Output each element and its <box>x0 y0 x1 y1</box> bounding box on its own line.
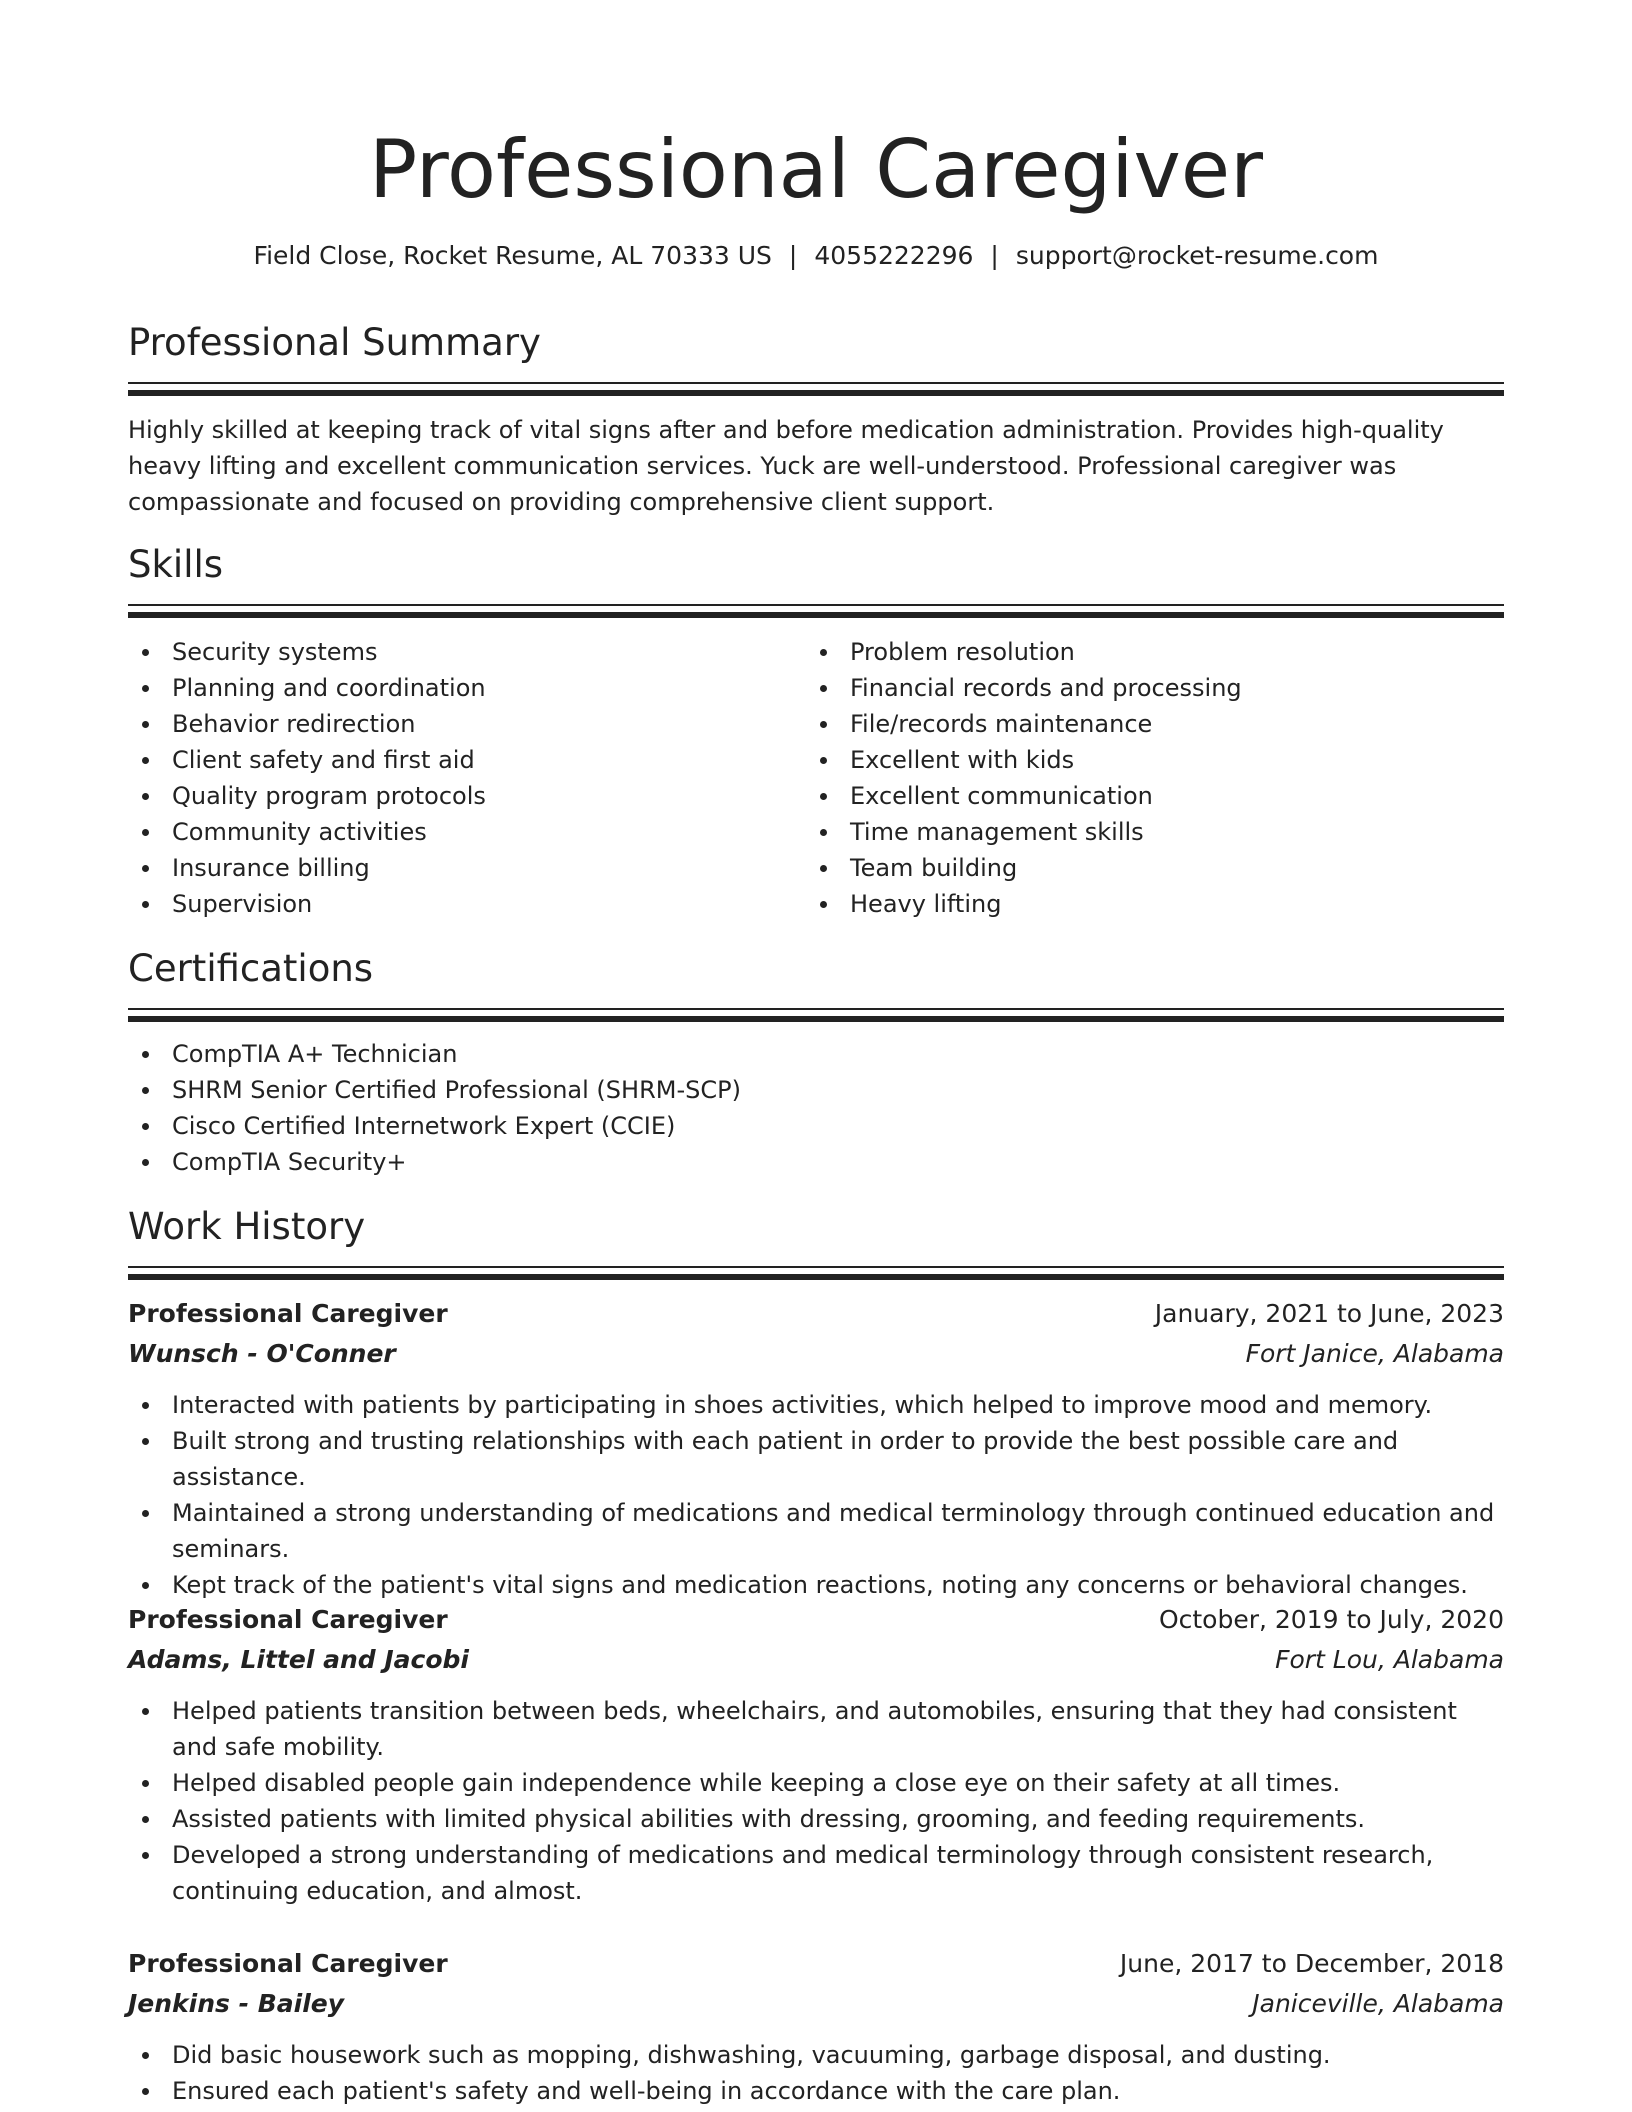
section-title-summary: Professional Summary <box>128 321 541 364</box>
skills-grid <box>128 634 1504 922</box>
job-duty-item: Assisted patients with limited physical abilities with dressing, grooming, and feeding requirements. <box>128 1801 1504 1837</box>
certifications-list <box>128 1036 1504 1180</box>
job-duty-item: Interacted with patients by participating in shoes activities, which helped to improve mood and memory. <box>128 1387 1504 1423</box>
section-title-skills: Skills <box>128 543 224 586</box>
certification-item: Cisco Certified Internetwork Expert (CCIE) <box>128 1108 1504 1144</box>
job-company-row <box>128 1334 1504 1374</box>
skills-list-right <box>806 634 1484 922</box>
job-duty-item: Did basic housework such as mopping, dishwashing, vacuuming, garbage disposal, and dusting. <box>128 2037 1504 2073</box>
skill-item: Team building <box>806 850 1484 886</box>
section-title-work-history: Work History <box>128 1205 366 1248</box>
skill-item: Insurance billing <box>128 850 806 886</box>
contact-address: Field Close, Rocket Resume, AL 70333 US <box>253 241 772 270</box>
certification-item: SHRM Senior Certified Professional (SHRM-SCP) <box>128 1072 1504 1108</box>
skill-item: File/records maintenance <box>806 706 1484 742</box>
job-company-row <box>128 1640 1504 1680</box>
skills-column-left <box>128 634 806 922</box>
job-title: Professional Caregiver <box>128 1949 448 1978</box>
skill-item: Financial records and processing <box>806 670 1484 706</box>
summary-text: Highly skilled at keeping track of vital signs after and before medication administration. Provides high-quality heavy lifting and excellent communication services. Yuck are well-understood. Professional caregiver was compassionate and focused on providing comprehensive client support. <box>128 416 1444 516</box>
skill-item: Client safety and first aid <box>128 742 806 778</box>
job-dates: June, 2017 to December, 2018 <box>1119 1949 1504 1978</box>
job-duty-item: Maintained a strong understanding of medications and medical terminology through continued education and seminars. <box>128 1495 1504 1567</box>
contact-line <box>128 238 1504 274</box>
skill-item: Quality program protocols <box>128 778 806 814</box>
job-company: Jenkins - Bailey <box>128 1989 345 2018</box>
skills-section <box>128 540 1504 922</box>
job-header-row <box>128 1294 1504 1334</box>
job-duty-item: Helped patients transition between beds, wheelchairs, and automobiles, ensuring that they had consistent and safe mobility. <box>128 1693 1504 1765</box>
certifications-section <box>128 944 1504 1180</box>
job-header-row <box>128 1600 1504 1640</box>
contact-email[interactable]: support@rocket-resume.com <box>1015 241 1379 270</box>
job-location: Janiceville, Alabama <box>1252 1989 1504 2018</box>
job-duties-list <box>128 1387 1504 1603</box>
job-company-row <box>128 1984 1504 2024</box>
job-header-row <box>128 1944 1504 1984</box>
skill-item: Excellent with kids <box>806 742 1484 778</box>
job-entry <box>128 1600 1504 1909</box>
certification-item: CompTIA Security+ <box>128 1144 1504 1180</box>
work-history-section <box>128 1202 1504 1280</box>
skill-item: Heavy lifting <box>806 886 1484 922</box>
job-entry <box>128 1294 1504 1603</box>
skill-item: Planning and coordination <box>128 670 806 706</box>
job-dates: October, 2019 to July, 2020 <box>1158 1605 1504 1634</box>
job-company: Adams, Littel and Jacobi <box>128 1645 470 1674</box>
contact-phone: 4055222296 <box>814 241 974 270</box>
job-location: Fort Lou, Alabama <box>1275 1645 1504 1674</box>
job-duties-list <box>128 2037 1504 2109</box>
skill-item: Community activities <box>128 814 806 850</box>
job-duty-item: Kept track of the patient's vital signs and medication reactions, noting any concerns or behavioral changes. <box>128 1567 1504 1603</box>
section-divider <box>128 604 1504 618</box>
job-duty-item: Built strong and trusting relationships with each patient in order to provide the best possible care and assistance. <box>128 1423 1504 1495</box>
job-duty-item: Developed a strong understanding of medications and medical terminology through consistent research, continuing education, and almost. <box>128 1837 1504 1909</box>
contact-separator: | <box>788 241 798 270</box>
certification-item: CompTIA A+ Technician <box>128 1036 1504 1072</box>
section-divider <box>128 382 1504 396</box>
section-divider <box>128 1266 1504 1280</box>
job-duties-list <box>128 1693 1504 1909</box>
section-title-certifications: Certifications <box>128 947 374 990</box>
job-title: Professional Caregiver <box>128 1605 448 1634</box>
contact-separator: | <box>990 241 999 270</box>
job-company: Wunsch - O'Conner <box>128 1339 396 1368</box>
skill-item: Time management skills <box>806 814 1484 850</box>
skill-item: Problem resolution <box>806 634 1484 670</box>
skills-list-left <box>128 634 806 922</box>
resume-name: Professional Caregiver <box>369 123 1263 216</box>
job-title: Professional Caregiver <box>128 1299 448 1328</box>
skill-item: Security systems <box>128 634 806 670</box>
skill-item: Behavior redirection <box>128 706 806 742</box>
skill-item: Supervision <box>128 886 806 922</box>
section-divider <box>128 1008 1504 1022</box>
job-entry <box>128 1944 1504 2109</box>
job-duty-item: Ensured each patient's safety and well-being in accordance with the care plan. <box>128 2073 1504 2109</box>
summary-section <box>128 318 1504 520</box>
skills-column-right <box>806 634 1484 922</box>
job-location: Fort Janice, Alabama <box>1245 1339 1504 1368</box>
job-duty-item: Helped disabled people gain independence while keeping a close eye on their safety at all times. <box>128 1765 1504 1801</box>
skill-item: Excellent communication <box>806 778 1484 814</box>
job-dates: January, 2021 to June, 2023 <box>1154 1299 1504 1328</box>
